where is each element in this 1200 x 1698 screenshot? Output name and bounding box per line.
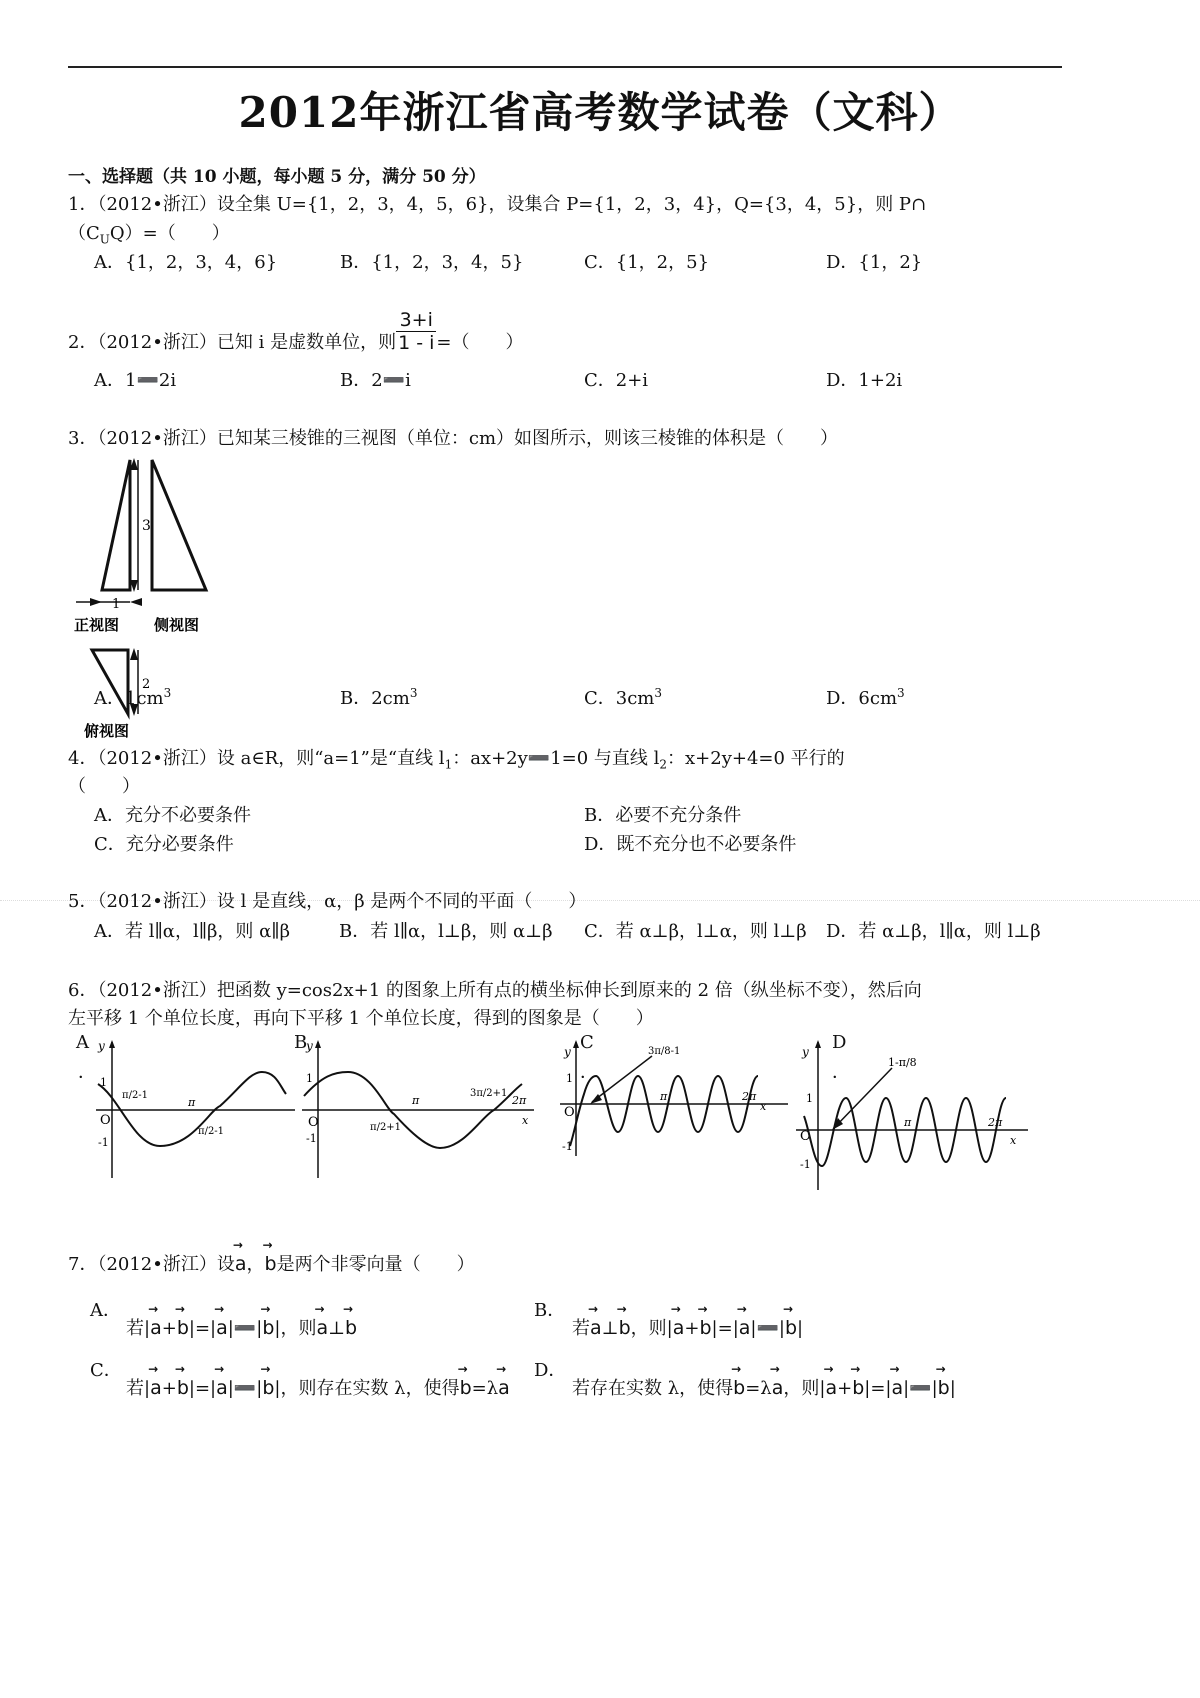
q2-option-c: C．2+i — [584, 370, 649, 391]
tick-pi: π — [660, 1090, 668, 1103]
q3-option-d: D．$6cm^3$ — [826, 686, 905, 709]
tick-pi: π — [904, 1116, 912, 1129]
q1-option-a: A．{1，2，3，4，6} — [94, 252, 278, 273]
vector-b: → b — [265, 1253, 277, 1275]
annotation-1: π/2+1 — [370, 1122, 402, 1133]
front-view-label: 正视图 — [74, 616, 120, 634]
q2-option-d: D．1+2i — [826, 370, 903, 391]
tick-pi: π — [188, 1096, 196, 1109]
q7-stem: 7．（2012•浙江）设→ a，→ b是两个非零向量（ ） — [68, 1250, 475, 1276]
top-view-label: 俯视图 — [84, 722, 130, 740]
curve-d — [804, 1098, 1006, 1166]
dim-2-label: 2 — [142, 677, 151, 692]
tick-2pi: 2π — [512, 1094, 527, 1107]
q6-stem-cont: 左平移 1 个单位长度，再向下平移 1 个单位长度，得到的图象是（ ） — [68, 1008, 654, 1029]
q7-option-c-letter: C． — [90, 1360, 122, 1381]
tick-1: 1 — [306, 1072, 313, 1085]
x-axis-label: x — [760, 1100, 767, 1113]
tick-1: 1 — [100, 1076, 107, 1089]
fraction: $\frac{3+i}{1 - i}$ — [398, 308, 435, 354]
q7-option-d-letter: D． — [534, 1360, 567, 1381]
dim-3-label: 3 — [142, 518, 151, 534]
q4-option-a: A．充分不必要条件 — [94, 805, 251, 826]
side-view-shape — [152, 460, 206, 590]
x-axis-label: x — [1010, 1134, 1017, 1147]
q1-option-b: B．{1，2，3，4，5} — [340, 252, 524, 273]
q4-stem: 4．（2012•浙江）设 a∈R，则“a=1”是“直线 $l_1$：ax+2y➖1=0 与直线 $l_2$：x+2y+4=0 平行的 — [68, 748, 845, 772]
graph-d — [792, 1036, 1032, 1196]
q7-option-d: 若存在实数 λ，使得→ b=λ→ a，则|→ a+→ b|=|→ a|➖|→ b| — [572, 1374, 956, 1400]
q7-option-b: 若→ a⊥→ b，则|→ a+→ b|=|→ a|➖|→ b| — [572, 1314, 803, 1340]
q3-option-c: C．$3cm^3$ — [584, 686, 663, 709]
annotation-2: π/2-1 — [198, 1126, 225, 1137]
x-axis-label: x — [522, 1114, 529, 1127]
q1-option-c: C．{1，2，5} — [584, 252, 710, 273]
q3-stem: 3．（2012•浙江）已知某三棱锥的三视图（单位：cm）如图所示，则该三棱锥的体积是（ ） — [68, 428, 839, 449]
curve-a — [98, 1072, 286, 1146]
annotation-1: 3π/8-1 — [648, 1046, 681, 1057]
tick-pi: π — [412, 1094, 420, 1107]
q6-stem: 6．（2012•浙江）把函数 y=cos2x+1 的图象上所有点的横坐标伸长到原来的 2 倍（纵坐标不变），然后向 — [68, 980, 922, 1001]
q4-option-c: C．充分必要条件 — [94, 834, 234, 855]
tick-neg1: -1 — [800, 1158, 811, 1171]
origin-label: O — [100, 1113, 111, 1128]
annotation-1: 1-π/8 — [888, 1056, 917, 1069]
q2-option-b: B．2➖i — [340, 370, 411, 391]
q7-option-a: 若|→ a+→ b|=|→ a|➖|→ b|，则→ a⊥→ b — [126, 1314, 357, 1340]
tick-2pi: 2π — [742, 1090, 757, 1103]
graph-d-dot: ． — [832, 1062, 850, 1083]
side-view-label: 侧视图 — [154, 616, 200, 634]
y-axis-label: y — [306, 1039, 313, 1053]
q1-stem-cont: $(C_UQ)=$（ ） — [68, 223, 230, 247]
origin-label: O — [564, 1105, 575, 1120]
origin-label: O — [308, 1115, 319, 1130]
graph-b — [298, 1036, 542, 1186]
section-heading: 一、选择题（共 10 小题，每小题 5 分，满分 50 分） — [68, 167, 486, 187]
graph-d-label: D — [832, 1032, 847, 1053]
graph-c-dot: ． — [580, 1062, 598, 1083]
dim-1-label: 1 — [112, 597, 121, 612]
y-axis-label: y — [802, 1045, 809, 1059]
q2-option-a: A．1➖2i — [94, 370, 177, 391]
q4-stem-cont: （ ） — [68, 776, 140, 797]
q2-stem: 2．（2012•浙江）已知 i 是虚数单位，则 $\frac{3+i}{1 - i}$ =（ ） — [68, 308, 524, 354]
y-axis-label: y — [98, 1039, 105, 1053]
graph-c-label: C — [580, 1032, 594, 1053]
origin-label: O — [800, 1129, 811, 1144]
graph-c — [556, 1036, 794, 1160]
graph-a — [90, 1036, 300, 1186]
q4-option-d: D．既不充分也不必要条件 — [584, 834, 797, 855]
q4-option-b: B．必要不充分条件 — [584, 805, 742, 826]
curve-c — [570, 1076, 758, 1146]
graph-b-label: B — [294, 1032, 308, 1053]
tick-1: 1 — [566, 1072, 573, 1085]
tick-neg1: -1 — [306, 1132, 317, 1145]
q7-option-a-letter: A． — [90, 1300, 121, 1321]
tick-2pi: 2π — [988, 1116, 1003, 1129]
tick-neg1: -1 — [98, 1136, 109, 1149]
annotation-1: π/2-1 — [122, 1090, 149, 1101]
y-axis-label: y — [564, 1045, 571, 1059]
annotation-2: 3π/2+1 — [470, 1088, 508, 1099]
vector-a: → a — [235, 1253, 247, 1275]
q3-option-a: A．$1cm^3$ — [94, 686, 172, 709]
q5-option-c: C．若 α⊥β，l⊥α，则 l⊥β — [584, 921, 807, 942]
q5-option-b: B．若 l∥α，l⊥β，则 α⊥β — [339, 921, 553, 942]
top-rule — [68, 66, 1062, 68]
q7-option-c: 若|→ a+→ b|=|→ a|➖|→ b|，则存在实数 λ，使得→ b=λ→ a — [126, 1374, 510, 1400]
page-title: 2012年浙江省高考数学试卷（文科） — [238, 88, 962, 137]
q3-option-b: B．$2cm^3$ — [340, 686, 418, 709]
q7-option-b-letter: B． — [534, 1300, 566, 1321]
graph-a-label: A — [76, 1032, 89, 1053]
q1-option-d: D．{1，2} — [826, 252, 923, 273]
front-view-shape — [102, 460, 130, 590]
tick-1: 1 — [806, 1092, 813, 1105]
q1-stem: 1．（2012•浙江）设全集 U={1，2，3，4，5，6}，设集合 P={1，2，3，4}，Q={3，4，5}，则 P∩ — [68, 194, 927, 215]
graph-a-dot: ． — [78, 1062, 96, 1083]
tick-neg1: -1 — [562, 1140, 573, 1153]
q5-stem: 5．（2012•浙江）设 l 是直线，α，β 是两个不同的平面（ ） — [68, 891, 587, 912]
q5-option-a: A．若 l∥α，l∥β，则 α∥β — [94, 921, 291, 942]
q5-option-d: D．若 α⊥β，l∥α，则 l⊥β — [826, 921, 1041, 942]
